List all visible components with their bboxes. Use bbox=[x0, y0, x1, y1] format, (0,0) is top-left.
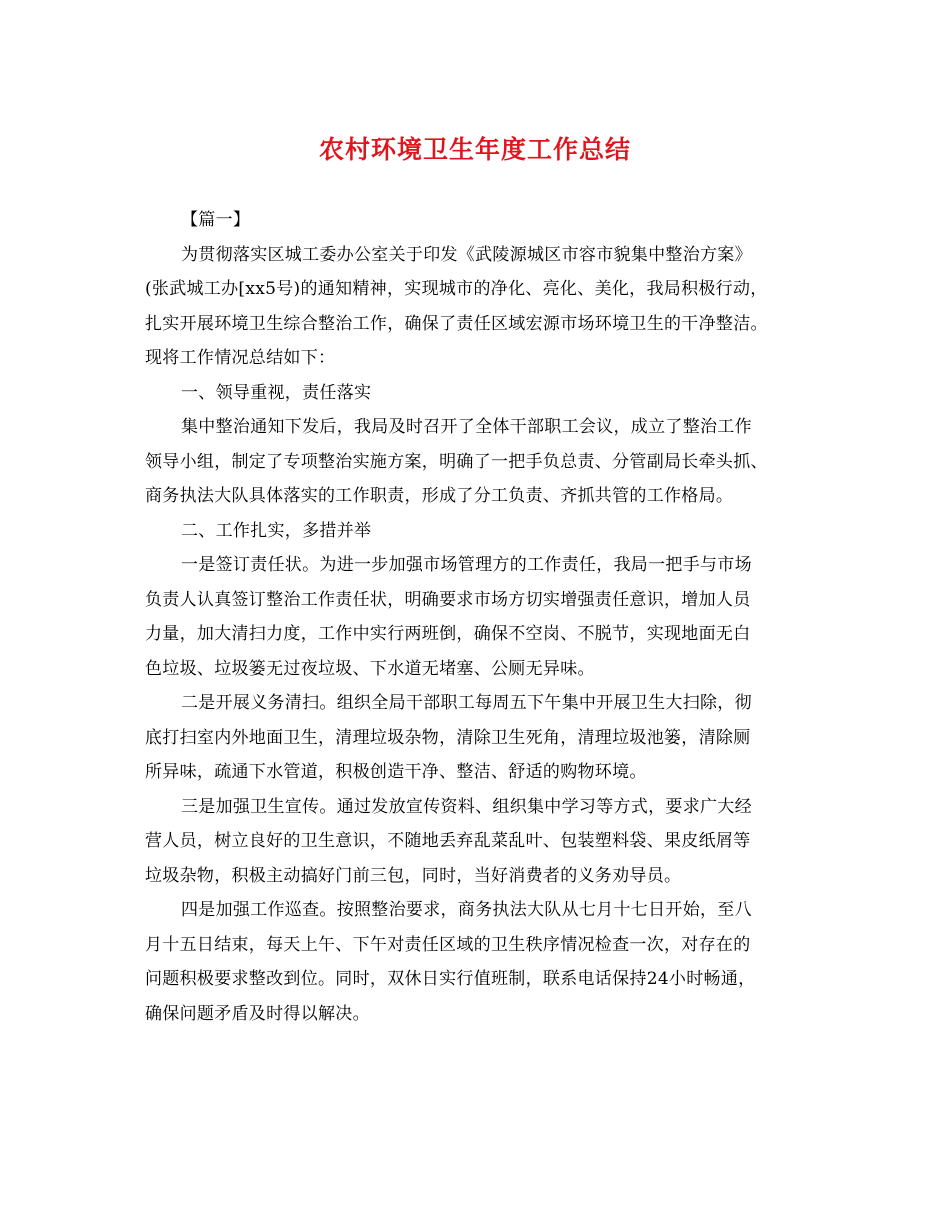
text-line: 月十五日结束，每天上午、下午对责任区域的卫生秩序情况检查一次，对存在的 bbox=[145, 934, 751, 955]
text-line: 确保问题矛盾及时得以解决。 bbox=[145, 1003, 370, 1024]
text-line: 二是开展义务清扫。组织全局干部职工每周五下午集中开展卫生大扫除，彻 bbox=[181, 693, 752, 713]
text-line: 二、工作扎实，多措并举 bbox=[181, 520, 372, 541]
document-body bbox=[145, 203, 805, 1031]
text-line: 力量，加大清扫力度，工作中实行两班倒，确保不空岗、不脱节，实现地面无白 bbox=[145, 624, 751, 644]
text-line: 集中整治通知下发后，我局及时召开了全体干部职工会议，成立了整治工作 bbox=[181, 417, 752, 437]
text-line: 商务执法大队具体落实的工作职责，形成了分工负责、齐抓共管的工作格局。 bbox=[145, 486, 734, 506]
document-title: 农村环境卫生年度工作总结 bbox=[318, 135, 631, 164]
text-line: 所异味，疏通下水管道，积极创造干净、整洁、舒适的购物环境。 bbox=[145, 762, 647, 782]
text-line: 为贯彻落实区城工委办公室关于印发《武陵源城区市容市貌集中整治方案》 bbox=[181, 244, 752, 265]
text-line: 负责人认真签订整治工作责任状，明确要求市场方切实增强责任意识，增加人员 bbox=[145, 589, 751, 610]
text-line: 扎实开展环境卫生综合整治工作，确保了责任区域宏源市场环境卫生的干净整洁。 bbox=[145, 313, 768, 334]
text-line: (张武城工办[xx5号)的通知精神，实现城市的净化、亮化、美化，我局积极行动， bbox=[145, 279, 768, 299]
text-line: 一是签订责任状。为进一步加强市场管理方的工作责任，我局一把手与市场 bbox=[181, 555, 752, 575]
text-line: 营人员，树立良好的卫生意识，不随地丢弃乱菜乱叶、包装塑料袋、果皮纸屑等 bbox=[145, 831, 751, 851]
text-line: 底打扫室内外地面卫生，清理垃圾杂物，清除卫生死角，清理垃圾池篓，清除厕 bbox=[145, 727, 751, 748]
text-line: 垃圾杂物，积极主动搞好门前三包，同时，当好消费者的义务劝导员。 bbox=[145, 865, 682, 886]
text-line: 领导小组，制定了专项整治实施方案，明确了一把手负总责、分管副局长牵头抓、 bbox=[145, 451, 768, 472]
text-line: 问题积极要求整改到位。同时，双休日实行值班制，联系电话保持24小时畅通， bbox=[145, 969, 756, 989]
text-line: 一、领导重视，责任落实 bbox=[181, 382, 372, 403]
text-line: 【篇一】 bbox=[181, 210, 251, 230]
text-line: 三是加强卫生宣传。通过发放宣传资料、组织集中学习等方式，要求广大经 bbox=[181, 796, 752, 817]
text-line: 色垃圾、垃圾篓无过夜垃圾、下水道无堵塞、公厕无异味。 bbox=[145, 658, 595, 679]
text-line: 现将工作情况总结如下： bbox=[145, 348, 336, 368]
text-line: 四是加强工作巡查。按照整治要求，商务执法大队从七月十七日开始，至八 bbox=[181, 900, 752, 920]
